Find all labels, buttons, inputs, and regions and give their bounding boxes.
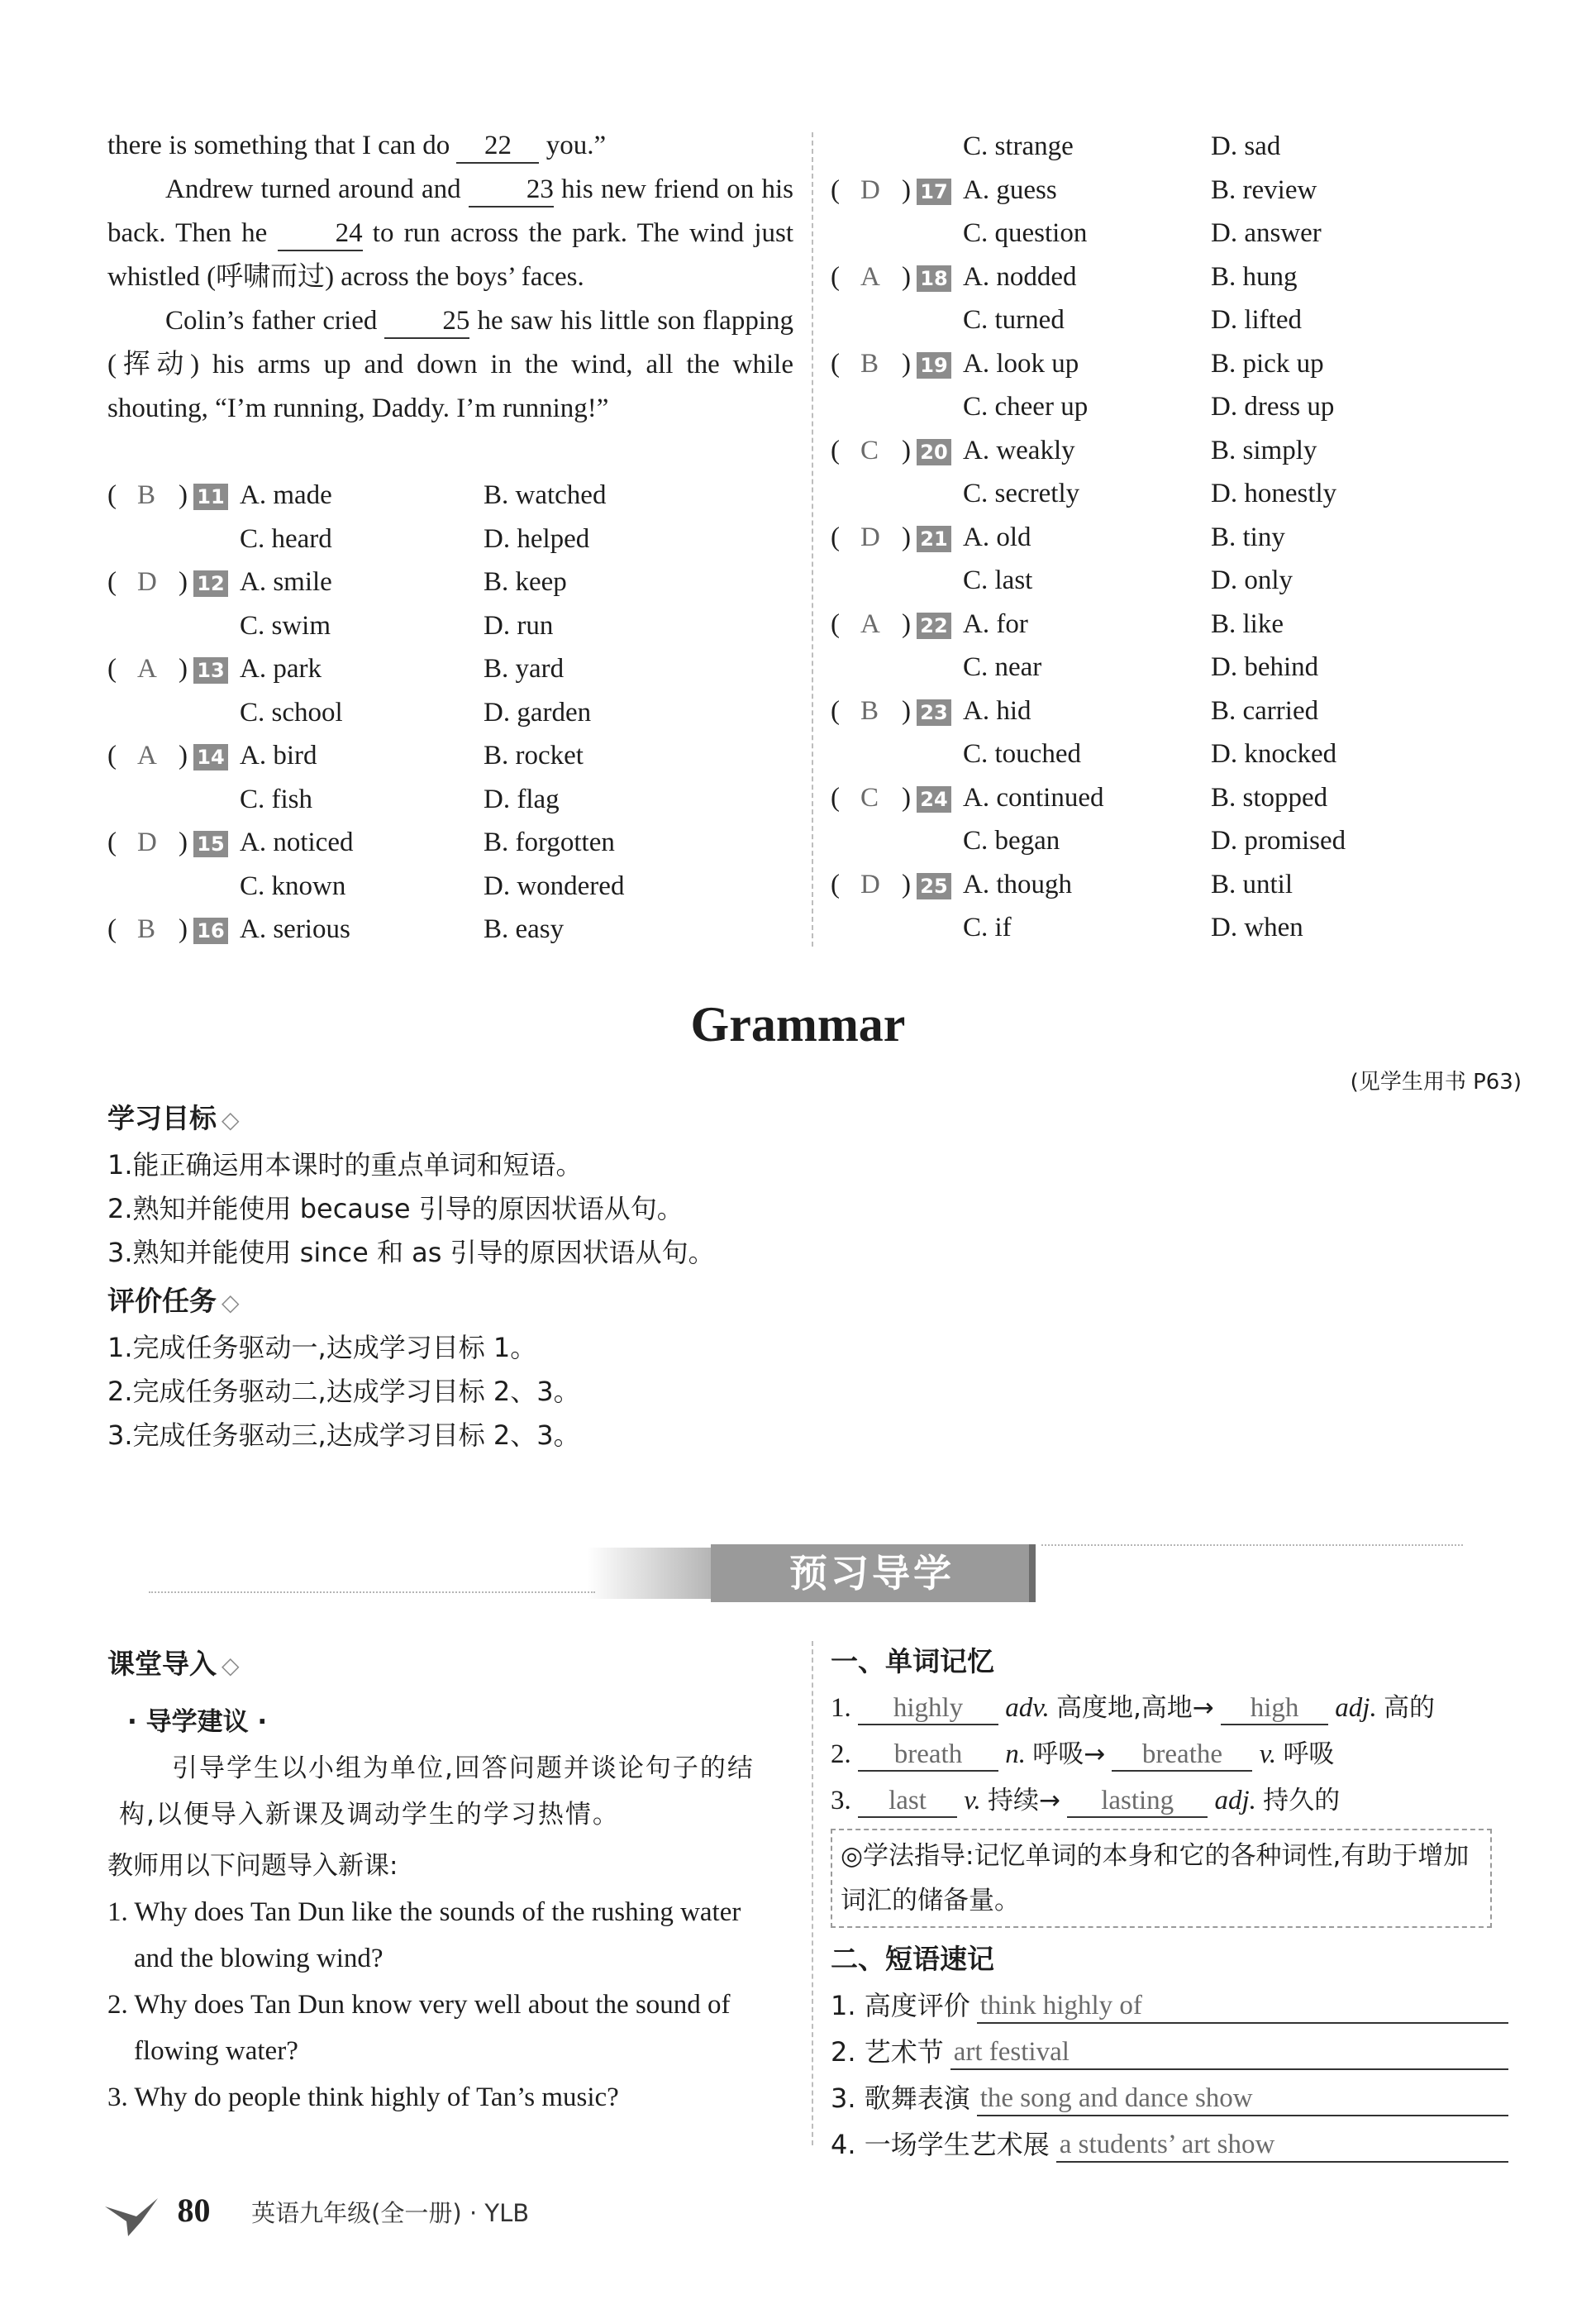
tasks-list xyxy=(107,1326,1265,1457)
option-b: B. until xyxy=(1211,869,1293,899)
section-banner: 预习导学 xyxy=(711,1544,1033,1602)
option-a: A. weakly xyxy=(963,435,1075,465)
phrase-blank: think highly of xyxy=(977,1989,1508,2024)
phrase-blank: the song and dance show xyxy=(977,2082,1508,2116)
option-c: C. if xyxy=(963,913,1012,942)
page-number: 80 xyxy=(177,2192,211,2229)
option-c: C. school xyxy=(240,697,343,728)
question-row: ( D ) 12 A. smile B. keep xyxy=(107,561,802,604)
book-title: 英语九年级(全一册) · YLB xyxy=(251,2199,530,2227)
question-number: 11 xyxy=(193,484,228,510)
question-number: 23 xyxy=(917,699,951,726)
column-divider xyxy=(812,132,813,947)
option-c: C. secretly xyxy=(963,479,1080,508)
option-d: D. knocked xyxy=(1211,739,1337,769)
option-d: D. flag xyxy=(484,784,560,814)
banner-fade xyxy=(587,1548,711,1599)
question-row: ( D ) 15 A. noticed B. forgotten xyxy=(107,821,802,865)
option-c: C. fish xyxy=(240,784,313,814)
question-number: 20 xyxy=(917,439,951,465)
question-row: ( D ) 25 A. though B. until xyxy=(831,863,1550,907)
question-number: 24 xyxy=(917,786,951,813)
option-d: D. dress up xyxy=(1211,392,1335,422)
option-c: C. turned xyxy=(963,305,1065,335)
option-row xyxy=(831,212,1550,255)
option-row xyxy=(831,125,1550,169)
option-a: A. smile xyxy=(240,567,332,597)
list-item: 1.完成任务驱动一,达成学习目标 1。 xyxy=(107,1332,537,1363)
phrases-heading: 二、短语速记 xyxy=(831,1943,994,1975)
question-number: 17 xyxy=(917,179,951,205)
question-number: 12 xyxy=(193,570,228,597)
banner-line-left xyxy=(149,1591,595,1593)
diamond-icon: ◇ xyxy=(222,1106,240,1133)
option-b: B. yard xyxy=(484,654,565,684)
option-d: D. when xyxy=(1211,913,1303,942)
option-c: C. question xyxy=(963,218,1088,248)
banner-line-right xyxy=(1041,1544,1463,1546)
section-title: Grammar xyxy=(690,997,906,1052)
choices-right xyxy=(831,125,1550,950)
answer: B xyxy=(137,480,156,510)
blank-22: 22 xyxy=(456,129,539,164)
banner-bar xyxy=(1029,1544,1036,1602)
tasks-heading: 评价任务 ◇ xyxy=(107,1285,240,1317)
answer: A xyxy=(860,261,880,292)
word-blank: high xyxy=(1221,1692,1328,1725)
list-item: 3.熟知并能使用 since 和 as 引导的原因状语从句。 xyxy=(107,1237,715,1268)
option-a: A. serious xyxy=(240,914,350,944)
answer: B xyxy=(137,914,156,944)
vocab-row: 3. last v. 持续→ lasting adj. 持久的 xyxy=(831,1777,1513,1824)
option-b: B. watched xyxy=(484,480,607,510)
page-footer xyxy=(103,2191,529,2238)
answer: A xyxy=(137,654,157,684)
bird-logo-icon xyxy=(103,2192,161,2238)
blank-24: 24 xyxy=(278,217,363,251)
phrase-row: 4. 一场学生艺术展 a students’ art show xyxy=(831,2121,1508,2168)
option-b: B. keep xyxy=(484,567,567,597)
option-row xyxy=(831,385,1550,429)
option-d: D. only xyxy=(1211,565,1293,595)
phrase-row: 3. 歌舞表演 the song and dance show xyxy=(831,2075,1508,2121)
word-blank: last xyxy=(858,1785,957,1818)
option-c: C. cheer up xyxy=(963,392,1089,422)
option-d: D. promised xyxy=(1211,826,1346,856)
question-number: 25 xyxy=(917,873,951,899)
answer: B xyxy=(860,348,879,379)
option-b: B. forgotten xyxy=(484,828,615,857)
choices-left xyxy=(107,474,802,952)
question-row: ( A ) 14 A. bird B. rocket xyxy=(107,734,802,778)
list-item: 1.能正确运用本课时的重点单词和短语。 xyxy=(107,1149,583,1181)
vocab-block xyxy=(831,1639,1513,2168)
vocab-row: 2. breath n. 呼吸→ breathe v. 呼吸 xyxy=(831,1731,1513,1777)
blank-23: 23 xyxy=(469,173,554,208)
option-c: C. heard xyxy=(240,523,332,554)
option-c: C. near xyxy=(963,652,1042,682)
question-number: 16 xyxy=(193,918,228,944)
list-item: 2. Why does Tan Dun know very well about the sound of flowing water? xyxy=(107,1990,731,2066)
option-b: B. easy xyxy=(484,914,565,944)
option-a: A. made xyxy=(240,480,332,510)
question-row: ( D ) 17 A. guess B. review xyxy=(831,169,1550,212)
question-number: 15 xyxy=(193,831,228,857)
option-a: A. park xyxy=(240,654,322,684)
option-a: A. for xyxy=(963,608,1028,639)
word-blank: highly xyxy=(858,1692,998,1725)
option-a: A. though xyxy=(963,869,1072,899)
list-item: 2.完成任务驱动二,达成学习目标 2、3。 xyxy=(107,1376,580,1407)
option-row xyxy=(831,906,1550,950)
question-row: ( C ) 24 A. continued B. stopped xyxy=(831,776,1550,820)
passage-paragraph: Andrew turned around and 23 his new friend on his back. Then he 24 to run across the park. The wind just whistled (呼啸而过) across the boys’ faces. xyxy=(107,174,794,292)
option-row xyxy=(107,865,802,909)
list-item: 1. Why does Tan Dun like the sounds of the rushing water and the blowing wind? xyxy=(107,1897,741,1973)
option-c: C. began xyxy=(963,826,1060,856)
question-row: ( A ) 22 A. for B. like xyxy=(831,603,1550,646)
option-b: B. review xyxy=(1211,174,1317,205)
answer: D xyxy=(137,567,157,597)
question-row: ( A ) 13 A. park B. yard xyxy=(107,647,802,691)
passage-line: there is something that I can do 22 you.” xyxy=(107,124,793,168)
option-row xyxy=(831,472,1550,516)
suggestion xyxy=(107,1699,785,1838)
option-a: A. guess xyxy=(963,174,1057,205)
option-c: C. swim xyxy=(240,610,331,641)
option-b: B. pick up xyxy=(1211,348,1324,379)
teacher-line: 教师用以下问题导入新课: xyxy=(107,1851,398,1881)
answer: D xyxy=(137,828,157,857)
phrase-row: 2. 艺术节 art festival xyxy=(831,2029,1508,2075)
intro-questions xyxy=(107,1889,785,2121)
answer: A xyxy=(137,741,157,770)
vocab-heading: 一、单词记忆 xyxy=(831,1645,994,1677)
option-a: A. continued xyxy=(963,782,1104,813)
option-a: A. noticed xyxy=(240,828,354,857)
objectives-list xyxy=(107,1143,1265,1275)
vocab-row: 1. highly adv. 高度地,高地→ high adj. 高的 xyxy=(831,1685,1513,1731)
option-row xyxy=(107,691,802,735)
question-row: ( B ) 16 A. serious B. easy xyxy=(107,908,802,952)
question-number: 22 xyxy=(917,613,951,639)
passage-paragraph: Colin’s father cried 25 he saw his little son flapping (挥动) his arms up and down in the wind, all the while shouting, “I’m running, Daddy. I’m running!” xyxy=(107,306,793,423)
answer: B xyxy=(860,695,879,726)
list-item: 3.完成任务驱动三,达成学习目标 2、3。 xyxy=(107,1419,580,1451)
option-a: A. hid xyxy=(963,695,1031,726)
option-d: D. helped xyxy=(484,523,590,554)
objectives-block xyxy=(107,1095,1265,1457)
intro-block xyxy=(107,1641,785,2121)
option-b: B. rocket xyxy=(484,741,584,770)
option-row xyxy=(107,778,802,822)
question-row: ( B ) 23 A. hid B. carried xyxy=(831,689,1550,733)
answer: D xyxy=(860,174,880,205)
option-b: B. carried xyxy=(1211,695,1319,726)
option-d: D. lifted xyxy=(1211,305,1302,335)
option-b: B. hung xyxy=(1211,261,1298,292)
option-a: A. look up xyxy=(963,348,1079,379)
option-b: B. stopped xyxy=(1211,782,1328,813)
question-row: ( B ) 11 A. made B. watched xyxy=(107,474,802,518)
option-row xyxy=(831,646,1550,689)
option-d: D. behind xyxy=(1211,652,1319,682)
answer: C xyxy=(860,782,879,813)
option-row xyxy=(107,604,802,648)
option-d: D. run xyxy=(484,610,554,641)
question-row: ( A ) 18 A. nodded B. hung xyxy=(831,255,1550,299)
option-b: B. simply xyxy=(1211,435,1317,465)
study-tip: ◎学法指导:记忆单词的本身和它的各种词性,有助于增加词汇的储备量。 xyxy=(831,1829,1492,1928)
option-a: A. bird xyxy=(240,741,317,770)
phrase-blank: a students’ art show xyxy=(1056,2128,1508,2163)
word-blank: breathe xyxy=(1112,1739,1252,1772)
blank-25: 25 xyxy=(384,304,469,339)
option-c: C. known xyxy=(240,871,346,901)
answer: D xyxy=(860,522,880,552)
option-d: D. wondered xyxy=(484,871,625,901)
intro-heading: 课堂导入 ◇ xyxy=(107,1648,240,1680)
phrase-blank: art festival xyxy=(950,2035,1508,2070)
column-divider xyxy=(812,1641,813,2145)
option-a: A. old xyxy=(963,522,1031,552)
option-c: C. strange xyxy=(963,131,1074,161)
list-item: 2.熟知并能使用 because 引导的原因状语从句。 xyxy=(107,1193,684,1224)
question-number: 19 xyxy=(917,352,951,379)
option-d: D. garden xyxy=(484,697,592,728)
option-c: C. last xyxy=(963,565,1033,595)
reference-note: (见学生用书 P63) xyxy=(1350,1070,1522,1095)
question-number: 21 xyxy=(917,526,951,552)
answer: A xyxy=(860,608,880,639)
objectives-heading: 学习目标 ◇ xyxy=(107,1102,240,1134)
option-d: D. sad xyxy=(1211,131,1281,161)
cloze-passage xyxy=(107,124,793,431)
option-c: C. touched xyxy=(963,739,1081,769)
diamond-icon: ◇ xyxy=(222,1289,240,1316)
option-d: D. honestly xyxy=(1211,479,1337,508)
answer: C xyxy=(860,435,879,465)
phrases-list xyxy=(831,1982,1508,2168)
answer: D xyxy=(860,869,880,899)
question-row: ( C ) 20 A. weakly B. simply xyxy=(831,429,1550,473)
option-row xyxy=(831,298,1550,342)
word-blank: breath xyxy=(858,1739,998,1772)
option-b: B. like xyxy=(1211,608,1284,639)
question-row: ( B ) 19 A. look up B. pick up xyxy=(831,342,1550,386)
word-blank: lasting xyxy=(1067,1785,1208,1818)
option-row xyxy=(831,559,1550,603)
option-a: A. nodded xyxy=(963,261,1077,292)
option-row xyxy=(831,819,1550,863)
question-number: 13 xyxy=(193,657,228,684)
option-row xyxy=(107,518,802,561)
option-b: B. tiny xyxy=(1211,522,1285,552)
phrase-row: 1. 高度评价 think highly of xyxy=(831,1982,1508,2029)
question-number: 14 xyxy=(193,744,228,770)
suggestion-label: · 导学建议 · xyxy=(127,1707,268,1737)
option-d: D. answer xyxy=(1211,218,1322,248)
suggestion-text: 引导学生以小组为单位,回答问题并谈论句子的结构,以便导入新课及调动学生的学习热情。 xyxy=(119,1753,755,1830)
question-number: 18 xyxy=(917,265,951,292)
list-item: 3. Why do people think highly of Tan’s music? xyxy=(107,2082,619,2112)
diamond-icon: ◇ xyxy=(222,1652,240,1679)
option-row xyxy=(831,732,1550,776)
question-row: ( D ) 21 A. old B. tiny xyxy=(831,516,1550,560)
